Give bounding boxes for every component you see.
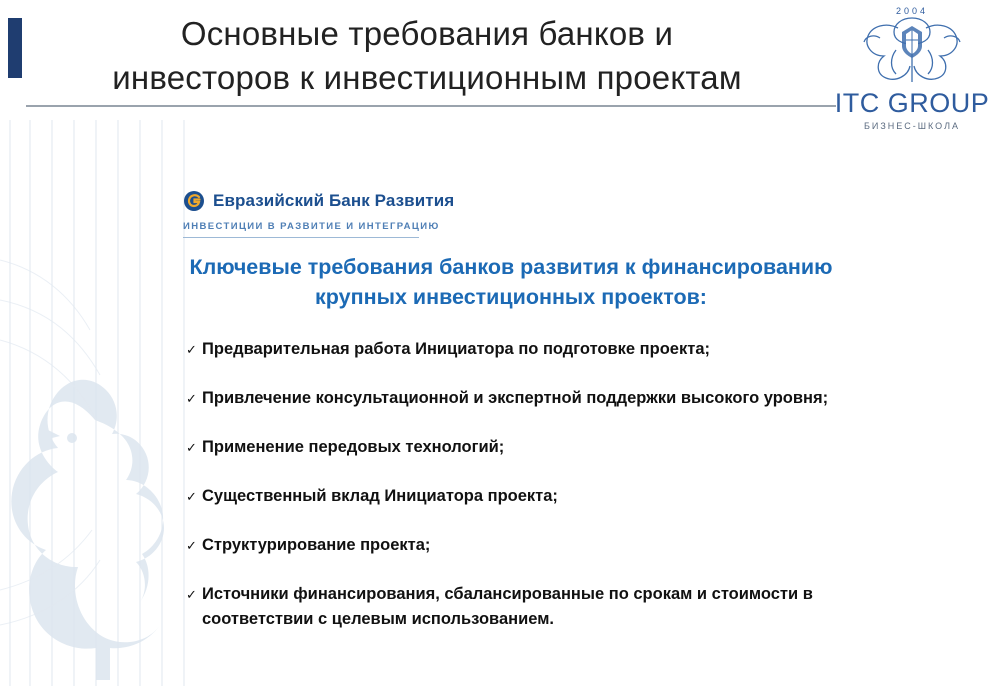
- list-item-text: Существенный вклад Инициатора проекта;: [202, 487, 558, 505]
- list-item-text: Источники финансирования, сбалансированные по срокам и стоимости в соответствии с целевым использованием.: [202, 585, 813, 628]
- check-icon: ✓: [186, 538, 197, 553]
- requirements-list: [186, 337, 866, 656]
- title-divider: [26, 105, 836, 107]
- check-icon: ✓: [186, 391, 197, 406]
- slide-body: [0, 140, 1004, 686]
- itc-group-name: ITC GROUP: [834, 88, 990, 118]
- crest-icon: [828, 4, 996, 90]
- edb-spiral-icon: [183, 190, 205, 212]
- header-accent-bar: [8, 18, 22, 78]
- list-item-text: Применение передовых технологий;: [202, 438, 505, 456]
- list-item: [186, 435, 866, 460]
- itc-group-subtitle: БИЗНЕС-ШКОЛА: [863, 121, 960, 131]
- slide-heading: Ключевые требования банков развития к финансированию крупных инвестиционных проектов:: [189, 255, 833, 309]
- eurasian-development-bank-logo: [183, 190, 603, 238]
- check-icon: ✓: [186, 587, 197, 602]
- page-title: [22, 12, 832, 100]
- edb-tagline: ИНВЕСТИЦИИ В РАЗВИТИЕ И ИНТЕГРАЦИЮ: [183, 221, 440, 232]
- list-item-text: Предварительная работа Инициатора по подготовке проекта;: [202, 340, 710, 358]
- list-item-text: Привлечение консультационной и экспертной поддержки высокого уровня;: [202, 389, 829, 407]
- slide-header: [0, 0, 1004, 131]
- page-title-line-1: Основные требования банков и: [180, 15, 674, 52]
- check-icon: ✓: [186, 440, 197, 455]
- edb-divider: [183, 237, 419, 238]
- list-item: [186, 533, 866, 558]
- list-item-text: Структурирование проекта;: [202, 536, 431, 554]
- check-icon: ✓: [186, 342, 197, 357]
- list-item: [186, 582, 866, 632]
- itc-group-logo: [828, 4, 996, 136]
- crest-year-label: 2004: [895, 6, 929, 16]
- page-title-line-2: инвесторов к инвестиционным проектам: [112, 59, 742, 96]
- list-item: [186, 484, 866, 509]
- edb-name: Евразийский Банк Развития: [213, 191, 455, 210]
- list-item: [186, 386, 866, 411]
- check-icon: ✓: [186, 489, 197, 504]
- list-item: [186, 337, 866, 362]
